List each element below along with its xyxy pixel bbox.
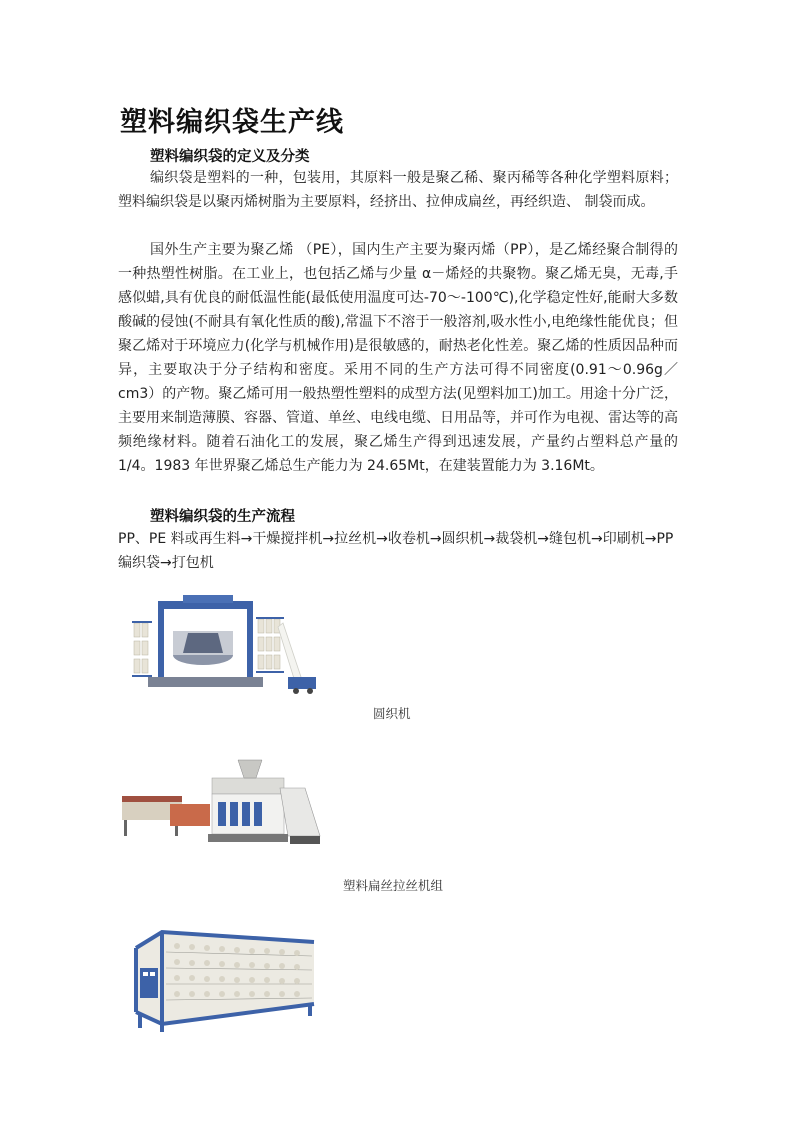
extrusion-line-photo <box>120 758 325 858</box>
page-title: 塑料编织袋生产线 <box>120 107 344 138</box>
section-heading-definition: 塑料编织袋的定义及分类 <box>150 149 310 165</box>
process-flow-text: PP、PE 料或再生料→干燥搅拌机→拉丝机→收卷机→圆织机→裁袋机→缝包机→印刷机→PP 编织袋→打包机 <box>118 531 674 571</box>
section-heading-process: 塑料编织袋的生产流程 <box>150 509 295 525</box>
paragraph-polyethylene: 国外生产主要为聚乙烯 （PE），国内生产主要为聚丙烯（PP），是乙烯经聚合制得的一种热塑性树脂。在工业上，也包括乙烯与少量 α－烯烃的共聚物。聚乙烯无臭，无毒,手感似蜡,具有优良的耐低温性能(最低使用温度可达-70～-100℃),化学稳定性好,能耐大多数酸碱的侵蚀(不耐具有氧化性质的酸),常温下不溶于一般溶剂,吸水性小,电绝缘性能优良；但聚乙烯对于环境应力(化学与机械作用)是很敏感的，耐热老化性差。聚乙烯的性质因品种而异，主要取决于分子结构和密度。采用不同的生产方法可得不同密度(0.91～0.96g／cm3）的产物。聚乙烯可用一般热塑性塑料的成型方法(见塑料加工)加工。用途十分广泛，主要用来制造薄膜、容器、管道、单丝、电线电缆、日用品等，并可作为电视、雷达等的高频绝缘材料。随着石油化工的发展，聚乙烯生产得到迅速发展，产量约占塑料总产量的 1/4。1983 年世界聚乙烯总生产能力为 24.65Mt，在建装置能力为 3.16Mt。 <box>118 242 678 474</box>
figure-caption-extrusion-line: 塑料扁丝拉丝机组 <box>343 878 444 893</box>
circular-loom-photo <box>128 593 328 698</box>
figure-caption-circular-loom: 圆织机 <box>373 706 411 721</box>
paragraph-definition: 编织袋是塑料的一种，包装用，其原料一般是聚乙稀、聚丙稀等各种化学塑料原料；塑料编织袋是以聚丙烯树脂为主要原料，经挤出、拉伸成扁丝，再经织造、 制袋而成。 <box>118 170 678 210</box>
winder-machine-photo <box>132 928 317 1033</box>
